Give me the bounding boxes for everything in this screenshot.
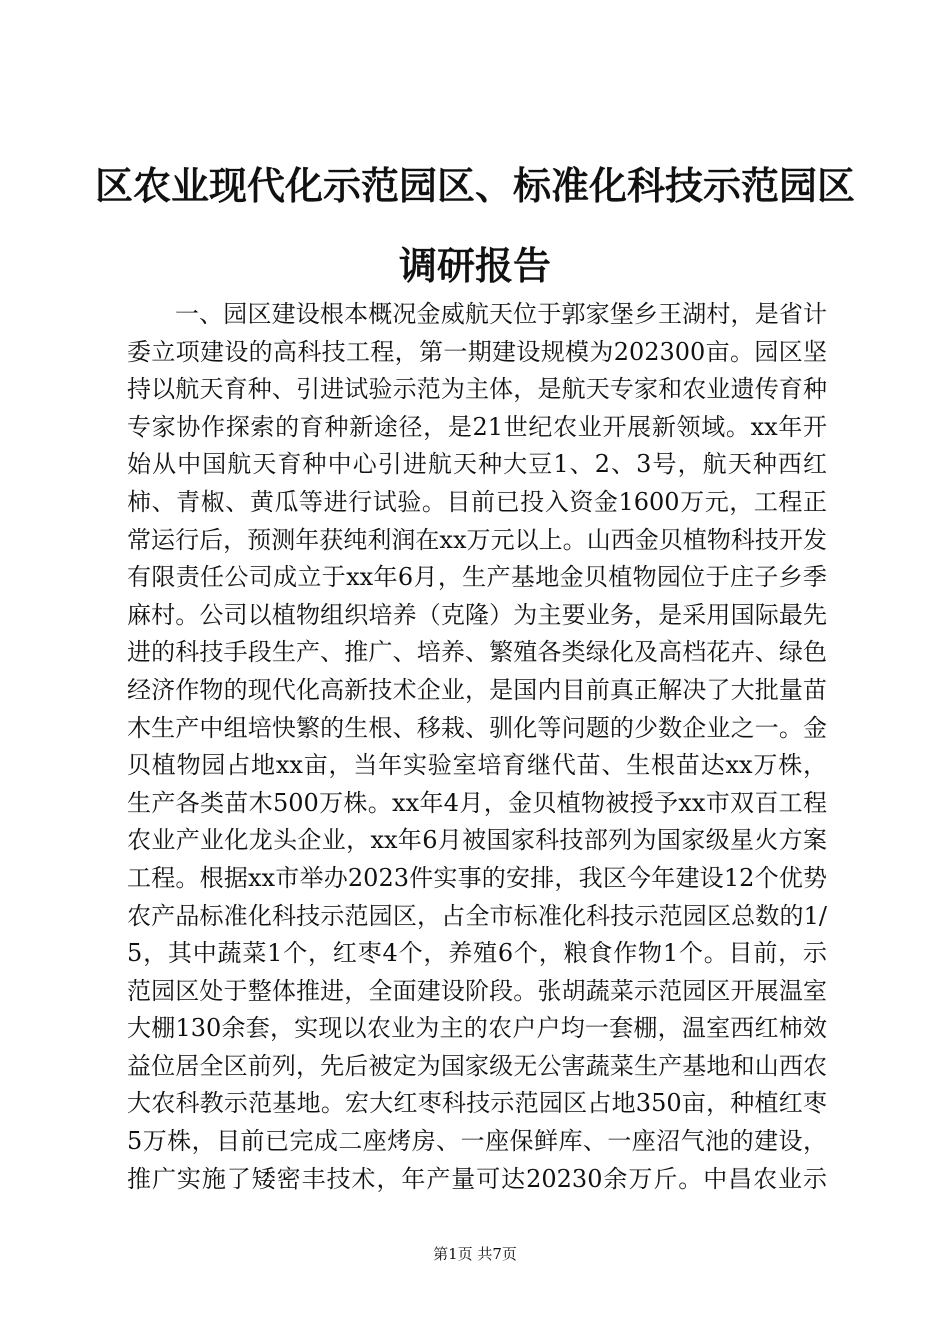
- document-title-line-2: 调研报告: [398, 243, 551, 288]
- document-title-line-1: 区农业现代化示范园区、标准化科技示范园区: [94, 163, 855, 208]
- page-number-footer: 第1页 共7页: [433, 1245, 517, 1263]
- document-body-paragraph: 一、园区建设根本概况金威航天位于郭家堡乡王湖村，是省计委立项建设的高科技工程，第一期建设规模为202300亩。园区坚持以航天育种、引进试验示范为主体，是航天专家和农业遗传育种专家协作探索的育种新途径，是21世纪农业开展新领域。xx年开始从中国航天育种中心引进航天种大豆1、2、3号，航天种西红柿、青椒、黄瓜等进行试验。目前已投入资金1600万元，工程正常运行后，预测年获纯利润在xx万元以上。山西金贝植物科技开发有限责任公司成立于xx年6月，生产基地金贝植物园位于庄子乡季麻村。公司以植物组织培养（克隆）为主要业务，是采用国际最先进的科技手段生产、推广、培养、繁殖各类绿化及高档花卉、绿色经济作物的现代化高新技术企业，是国内目前真正解决了大批量苗木生产中组培快繁的生根、移栽、驯化等问题的少数企业之一。金贝植物园占地xx亩，当年实验室培育继代苗、生根苗达xx万株，生产各类苗木500万株。xx年4月，金贝植物被授予xx市双百工程农业产业化龙头企业，xx年6月被国家科技部列为国家级星火方案工程。根据xx市举办2023件实事的安排，我区今年建设12个优势农产品标准化科技示范园区，占全市标准化科技示范园区总数的1/5，其中蔬菜1个，红枣4个，养殖6个，粮食作物1个。目前，示范园区处于整体推进，全面建设阶段。张胡蔬菜示范园区开展温室大棚130余套，实现以农业为主的农户户均一套棚，温室西红柿效益位居全区前列，先后被定为国家级无公害蔬菜生产基地和山西农大农科教示范基地。宏大红枣科技示范园区占地350亩，种植红枣5万株，目前已完成二座烤房、一座保鲜库、一座沼气池的建设，推广实施了矮密丰技术，年产量可达20230余万斤。中昌农业示: [127, 300, 827, 1193]
